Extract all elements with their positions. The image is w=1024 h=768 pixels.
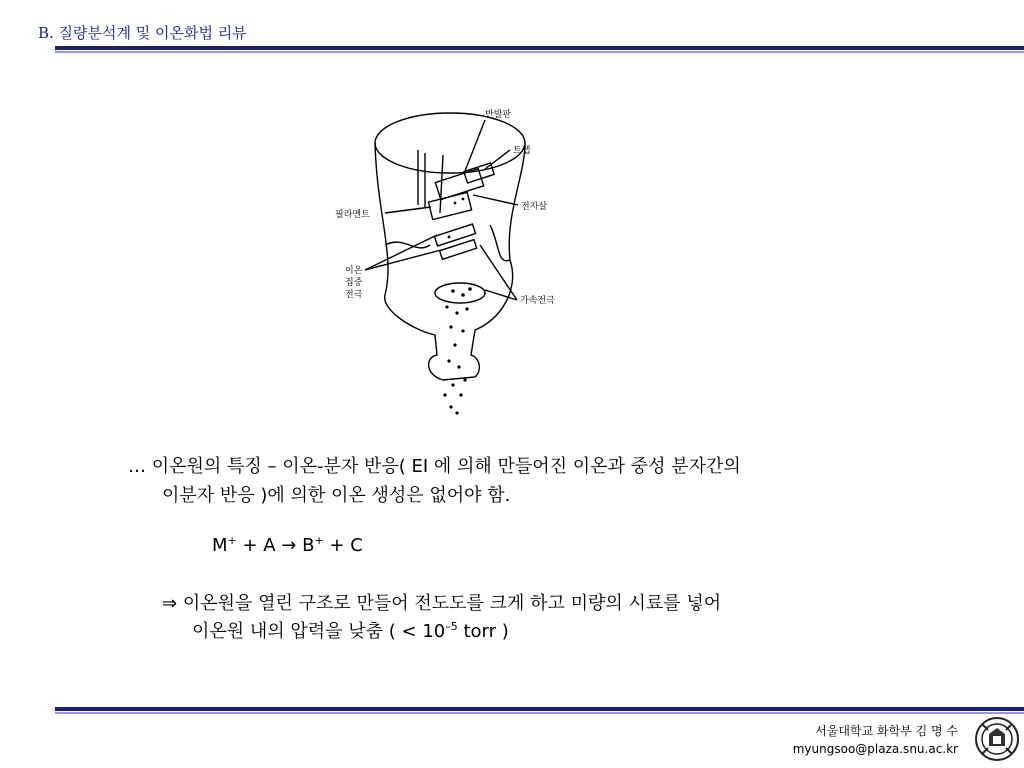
footer-info bbox=[793, 722, 958, 758]
text-line-1: 이온원의 특징 – 이온-분자 반응( EI 에 의해 만들어진 이온과 중성 분자간의 bbox=[151, 456, 741, 477]
ion-focus-electrode bbox=[440, 240, 477, 260]
body-line-3 bbox=[162, 589, 721, 615]
label-electron-beam: 전자살 bbox=[521, 202, 548, 212]
equation: M+ + A → B+ + C bbox=[212, 534, 363, 556]
header-rule-shadow bbox=[55, 51, 1024, 53]
label-trap: 트랩 bbox=[513, 146, 531, 156]
filament-block bbox=[428, 192, 471, 219]
body-line-2: 이분자 반응 )에 의한 이온 생성은 없어야 함. bbox=[162, 485, 511, 506]
body-line-4: 이온원 내의 압력을 낮춤 ( < $10^{-5}$ torr ) bbox=[192, 620, 509, 642]
ion-source-diagram bbox=[325, 95, 595, 420]
header-rule bbox=[55, 46, 1024, 50]
footer-rule bbox=[55, 707, 1024, 711]
body-line-1 bbox=[128, 452, 741, 478]
text-line-3: 이온원을 열린 구조로 만들어 전도도를 크게 하고 미량의 시료를 넣어 bbox=[182, 593, 722, 614]
electrode-rod bbox=[440, 155, 443, 213]
bullet-marker: … bbox=[128, 456, 146, 477]
footer-email: myungsoo@plaza.snu.ac.kr bbox=[792, 742, 958, 756]
label-ion-focus-3: 전극 bbox=[345, 290, 363, 300]
label-reflector: 반발판 bbox=[485, 110, 512, 120]
label-ion-focus-2: 집중 bbox=[345, 278, 363, 288]
vessel-top-rim bbox=[375, 113, 525, 173]
footer-institution: 서울대학교 화학부 김 명 수 bbox=[815, 724, 958, 738]
implies-symbol: ⇒ bbox=[162, 593, 178, 614]
label-filament: 필라멘트 bbox=[335, 210, 370, 220]
university-seal-icon bbox=[974, 716, 1020, 762]
label-accelerating: 가속전극 bbox=[520, 296, 555, 306]
label-ion-focus-1: 이온 bbox=[345, 266, 363, 276]
accelerating-electrode bbox=[435, 283, 485, 303]
footer-rule-shadow bbox=[55, 712, 1024, 714]
ion-focus-electrode bbox=[434, 224, 475, 246]
page-title: B. 질량분석계 및 이온화법 리뷰 bbox=[38, 24, 247, 42]
